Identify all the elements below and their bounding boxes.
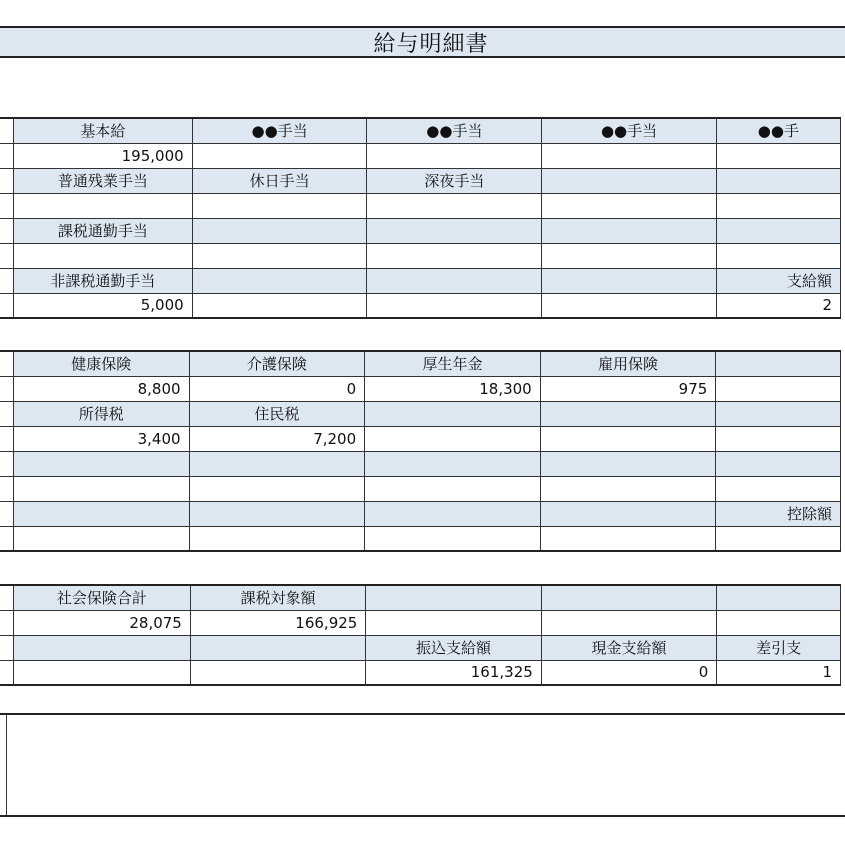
deduction-side-cell [0,501,14,526]
deduction-row [0,426,841,451]
deduction-label-cell: 住民税 [189,401,365,426]
deduction-value-cell [365,426,541,451]
payment-side-cell [0,218,14,243]
deduction-value-cell [716,526,841,551]
deduction-label-cell: 健康保険 [14,351,190,376]
deduction-label-cell [365,401,541,426]
payment-label-cell [542,218,716,243]
memo-label-cell [0,715,7,815]
payment-value-cell [192,143,367,168]
payment-label-cell [542,168,716,193]
total-value-cell: 1 [717,660,841,685]
deduction-side-cell [0,451,14,476]
payment-value-cell [14,193,193,218]
deduction-label-cell [365,501,541,526]
deduction-value-cell [14,526,190,551]
deduction-label-cell [14,451,190,476]
total-label-cell: 振込支給額 [366,635,541,660]
deduction-row [0,451,841,476]
total-value-cell [190,660,365,685]
payment-row [0,193,841,218]
deduction-value-cell [365,476,541,501]
deduction-row [0,401,841,426]
deduction-label-cell: 介護保険 [189,351,365,376]
payment-value-cell [716,243,840,268]
payment-label-cell: 支給額 [716,268,840,293]
payment-value-cell [367,293,542,318]
total-label-cell: 現金支給額 [541,635,716,660]
payment-label-cell: 深夜手当 [367,168,542,193]
payment-value-cell [14,243,193,268]
deduction-row [0,476,841,501]
payment-label-cell: 基本給 [14,118,193,143]
total-label-cell [366,585,541,610]
total-side-cell [0,585,14,610]
deduction-side-cell [0,376,14,401]
payment-label-cell: 休日手当 [192,168,367,193]
deduction-label-cell [716,351,841,376]
memo-box [0,713,845,817]
deduction-label-cell [716,401,841,426]
payment-row [0,168,841,193]
deduction-value-cell [14,476,190,501]
payment-label-cell [716,168,840,193]
deduction-value-cell: 18,300 [365,376,541,401]
deduction-side-cell [0,426,14,451]
total-value-cell: 28,075 [14,610,191,635]
deduction-label-cell: 所得税 [14,401,190,426]
total-value-cell: 161,325 [366,660,541,685]
deduction-row [0,351,841,376]
deduction-value-cell: 7,200 [189,426,365,451]
deduction-row [0,376,841,401]
payment-label-cell: ●●手当 [192,118,367,143]
deduction-label-cell [716,451,841,476]
total-label-cell: 社会保険合計 [14,585,191,610]
payment-row [0,218,841,243]
payment-value-cell [367,243,542,268]
total-label-cell [717,585,841,610]
payment-value-cell [192,193,367,218]
total-label-cell [541,585,716,610]
deduction-value-cell [540,476,716,501]
payment-label-cell: 課税通勤手当 [14,218,193,243]
deduction-value-cell [365,526,541,551]
payment-row [0,143,841,168]
deduction-value-cell: 0 [189,376,365,401]
deduction-value-cell [540,426,716,451]
payment-value-cell [542,143,716,168]
payment-side-cell [0,243,14,268]
total-label-cell: 課税対象額 [190,585,365,610]
payment-value-cell: 5,000 [14,293,193,318]
total-value-cell [14,660,191,685]
total-value-cell [717,610,841,635]
payment-row [0,243,841,268]
deduction-label-cell [14,501,190,526]
total-side-cell [0,660,14,685]
payment-side-cell [0,143,14,168]
total-row [0,660,841,685]
deduction-value-cell [716,426,841,451]
payment-value-cell [192,293,367,318]
deduction-value-cell: 3,400 [14,426,190,451]
payment-value-cell [367,193,542,218]
deduction-value-cell [189,476,365,501]
payment-value-cell [542,193,716,218]
deduction-label-cell [365,451,541,476]
payment-label-cell: ●●手当 [367,118,542,143]
deduction-label-cell [189,451,365,476]
payment-label-cell [542,268,716,293]
payment-label-cell [367,218,542,243]
total-label-cell: 差引支 [717,635,841,660]
payment-value-cell [192,243,367,268]
payment-value-cell [542,293,716,318]
payment-side-cell [0,268,14,293]
deduction-label-cell: 控除額 [716,501,841,526]
total-label-cell [14,635,191,660]
total-row [0,585,841,610]
payment-side-cell [0,168,14,193]
deduction-side-cell [0,351,14,376]
deduction-value-cell: 8,800 [14,376,190,401]
deduction-side-cell [0,526,14,551]
payment-label-cell [192,218,367,243]
deduction-value-cell [540,526,716,551]
deduction-label-cell: 厚生年金 [365,351,541,376]
payment-row [0,293,841,318]
deduction-value-cell [716,376,841,401]
total-value-cell: 0 [541,660,716,685]
payment-row [0,268,841,293]
deduction-value-cell: 975 [540,376,716,401]
payment-label-cell [192,268,367,293]
payment-side-cell [0,293,14,318]
payment-side-cell [0,193,14,218]
total-side-cell [0,635,14,660]
payments-table [0,117,841,319]
totals-table [0,584,841,686]
payment-label-cell [716,218,840,243]
total-value-cell [366,610,541,635]
payment-label-cell [367,268,542,293]
deduction-label-cell [540,451,716,476]
payment-value-cell [716,193,840,218]
deduction-side-cell [0,401,14,426]
deduction-row [0,501,841,526]
deduction-side-cell [0,476,14,501]
payment-row [0,118,841,143]
deduction-label-cell [189,501,365,526]
deduction-value-cell [189,526,365,551]
payment-label-cell: 普通残業手当 [14,168,193,193]
total-side-cell [0,610,14,635]
payment-value-cell: 2 [716,293,840,318]
deduction-value-cell [716,476,841,501]
total-value-cell: 166,925 [190,610,365,635]
total-row [0,635,841,660]
page-title: 給与明細書 [0,26,845,58]
payment-side-cell [0,118,14,143]
total-row [0,610,841,635]
payment-label-cell: ●●手 [716,118,840,143]
deduction-label-cell: 雇用保険 [540,351,716,376]
payment-label-cell: ●●手当 [542,118,716,143]
total-label-cell [190,635,365,660]
payment-value-cell: 195,000 [14,143,193,168]
deduction-label-cell [540,401,716,426]
payment-value-cell [367,143,542,168]
payment-value-cell [716,143,840,168]
deduction-label-cell [540,501,716,526]
deductions-table [0,350,841,552]
deduction-row [0,526,841,551]
total-value-cell [541,610,716,635]
payment-value-cell [542,243,716,268]
payment-label-cell: 非課税通勤手当 [14,268,193,293]
